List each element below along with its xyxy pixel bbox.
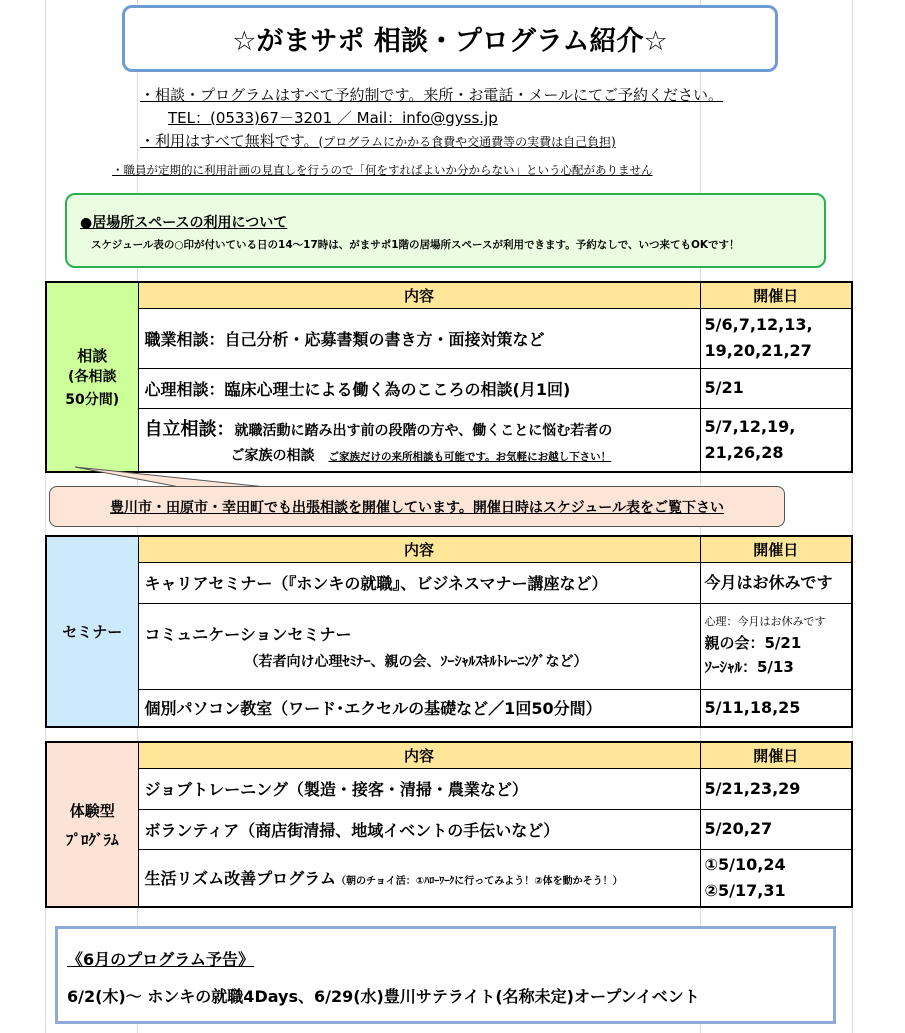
header-date: 開催日 xyxy=(700,282,852,308)
table-row: 心理相談：臨床心理士による働く為のこころの相談(月1回) 5/21 xyxy=(46,368,852,408)
ibasho-text: スケジュール表の○印が付いている日の14～17時は、がまサポ1階の居場所スペースが利用できます。予約なしで、いつ来てもOKです！ xyxy=(91,239,740,251)
table-row: ジョブトレーニング（製造・接客・清掃・農業など） 5/21,23,29 xyxy=(46,768,852,809)
consultation-table xyxy=(45,281,853,473)
header-content: 内容 xyxy=(138,282,700,308)
free-note: ・利用はすべて無料です。 xyxy=(140,132,319,150)
june-preview-box xyxy=(55,926,836,1024)
table-row: コミュニケーションセミナー （若者向け心理ｾﾐﾅｰ、親の会、ｿｰｼｬﾙｽｷﾙﾄﾚｰﾆﾝｸﾞなど） 心理：今月はお休みです 親の会：5/21 ｿｰｼｬﾙ：5/13 xyxy=(46,603,852,689)
table-row: ボランティア（商店街清掃、地域イベントの手伝いなど） 5/20,27 xyxy=(46,809,852,849)
consultation-label: 相談 (各相談 50分間) xyxy=(46,282,138,472)
ibasho-box xyxy=(65,193,826,268)
june-text: 6/2(木)～ ホンキの就職4Days、6/29(水)豊川サテライト(名称未定)オープンイベント xyxy=(67,987,700,1006)
free-note-detail: (プログラムにかかる食費や交通費等の実費は自己負担) xyxy=(318,135,616,149)
program-label: 体験型 ﾌﾟﾛｸﾞﾗﾑ xyxy=(46,742,138,907)
table-row: 自立相談：就職活動に踏み出す前の段階の方や、働くことに悩む若者の ご家族の相談 ご家族だけの来所相談も可能です。お気軽にお越し下さい！ 5/7,12,19, 21,26,28 xyxy=(46,408,852,472)
table-row: 職業相談：自己分析・応募書類の書き方・面接対策など 5/6,7,12,13, 19,20,21,27 xyxy=(46,308,852,368)
ibasho-heading: ●居場所スペースの利用について xyxy=(80,215,288,231)
contact-info: TEL：(0533)67－3201 ／ Mail：info@gyss.jp xyxy=(168,109,498,127)
table-row: キャリアセミナー（『ホンキの就職』、ビジネスマナー講座など） 今月はお休みです xyxy=(46,562,852,603)
table-row: 生活リズム改善プログラム（朝のチョイ活：①ﾊﾛｰﾜｰｸに行ってみよう！②体を動かそう！） ①5/10,24 ②5/17,31 xyxy=(46,849,852,907)
reservation-note: ・相談・プログラムはすべて予約制です。来所・お電話・メールにてご予約ください。 xyxy=(140,86,724,104)
seminar-table: セミナー 内容 開催日 キャリアセミナー（『ホンキの就職』、ビジネスマナー講座など） 今月はお休みです コミュニケーションセミナー （若者向け心理ｾﾐﾅｰ、親の会、ｿｰｼｬﾙｽｷﾙﾄﾚｰﾆﾝｸﾞなど） 心理：今月はお休みです 親の会：5/21 ｿｰｼｬﾙ：5/13 個別パソコン教室（ワード･エクセルの基礎など／1回50分間） 5/11,18,25 xyxy=(45,535,853,728)
program-table: 体験型 ﾌﾟﾛｸﾞﾗﾑ 内容 開催日 ジョブトレーニング（製造・接客・清掃・農業など） 5/21,23,29 ボランティア（商店街清掃、地域イベントの手伝いなど） 5/20,27 生活リズム改善プログラム（朝のチョイ活：①ﾊﾛｰﾜｰｸに行ってみよう！②体を動かそう！） ①5/10,24 ②5/17,31 xyxy=(45,741,853,908)
june-heading: 《6月のプログラム予告》 xyxy=(67,950,254,969)
page-title: ☆がまサポ 相談・プログラム紹介☆ xyxy=(122,5,778,72)
plan-review-note: ・職員が定期的に利用計画の見直しを行うので「何をすればよいか分からない」という心配がありません xyxy=(112,163,653,177)
seminar-label: セミナー xyxy=(46,536,138,727)
outreach-callout: 豊川市・田原市・幸田町でも出張相談を開催しています。開催日時はスケジュール表をご覧下さい xyxy=(49,486,785,527)
table-row: 個別パソコン教室（ワード･エクセルの基礎など／1回50分間） 5/11,18,25 xyxy=(46,689,852,727)
